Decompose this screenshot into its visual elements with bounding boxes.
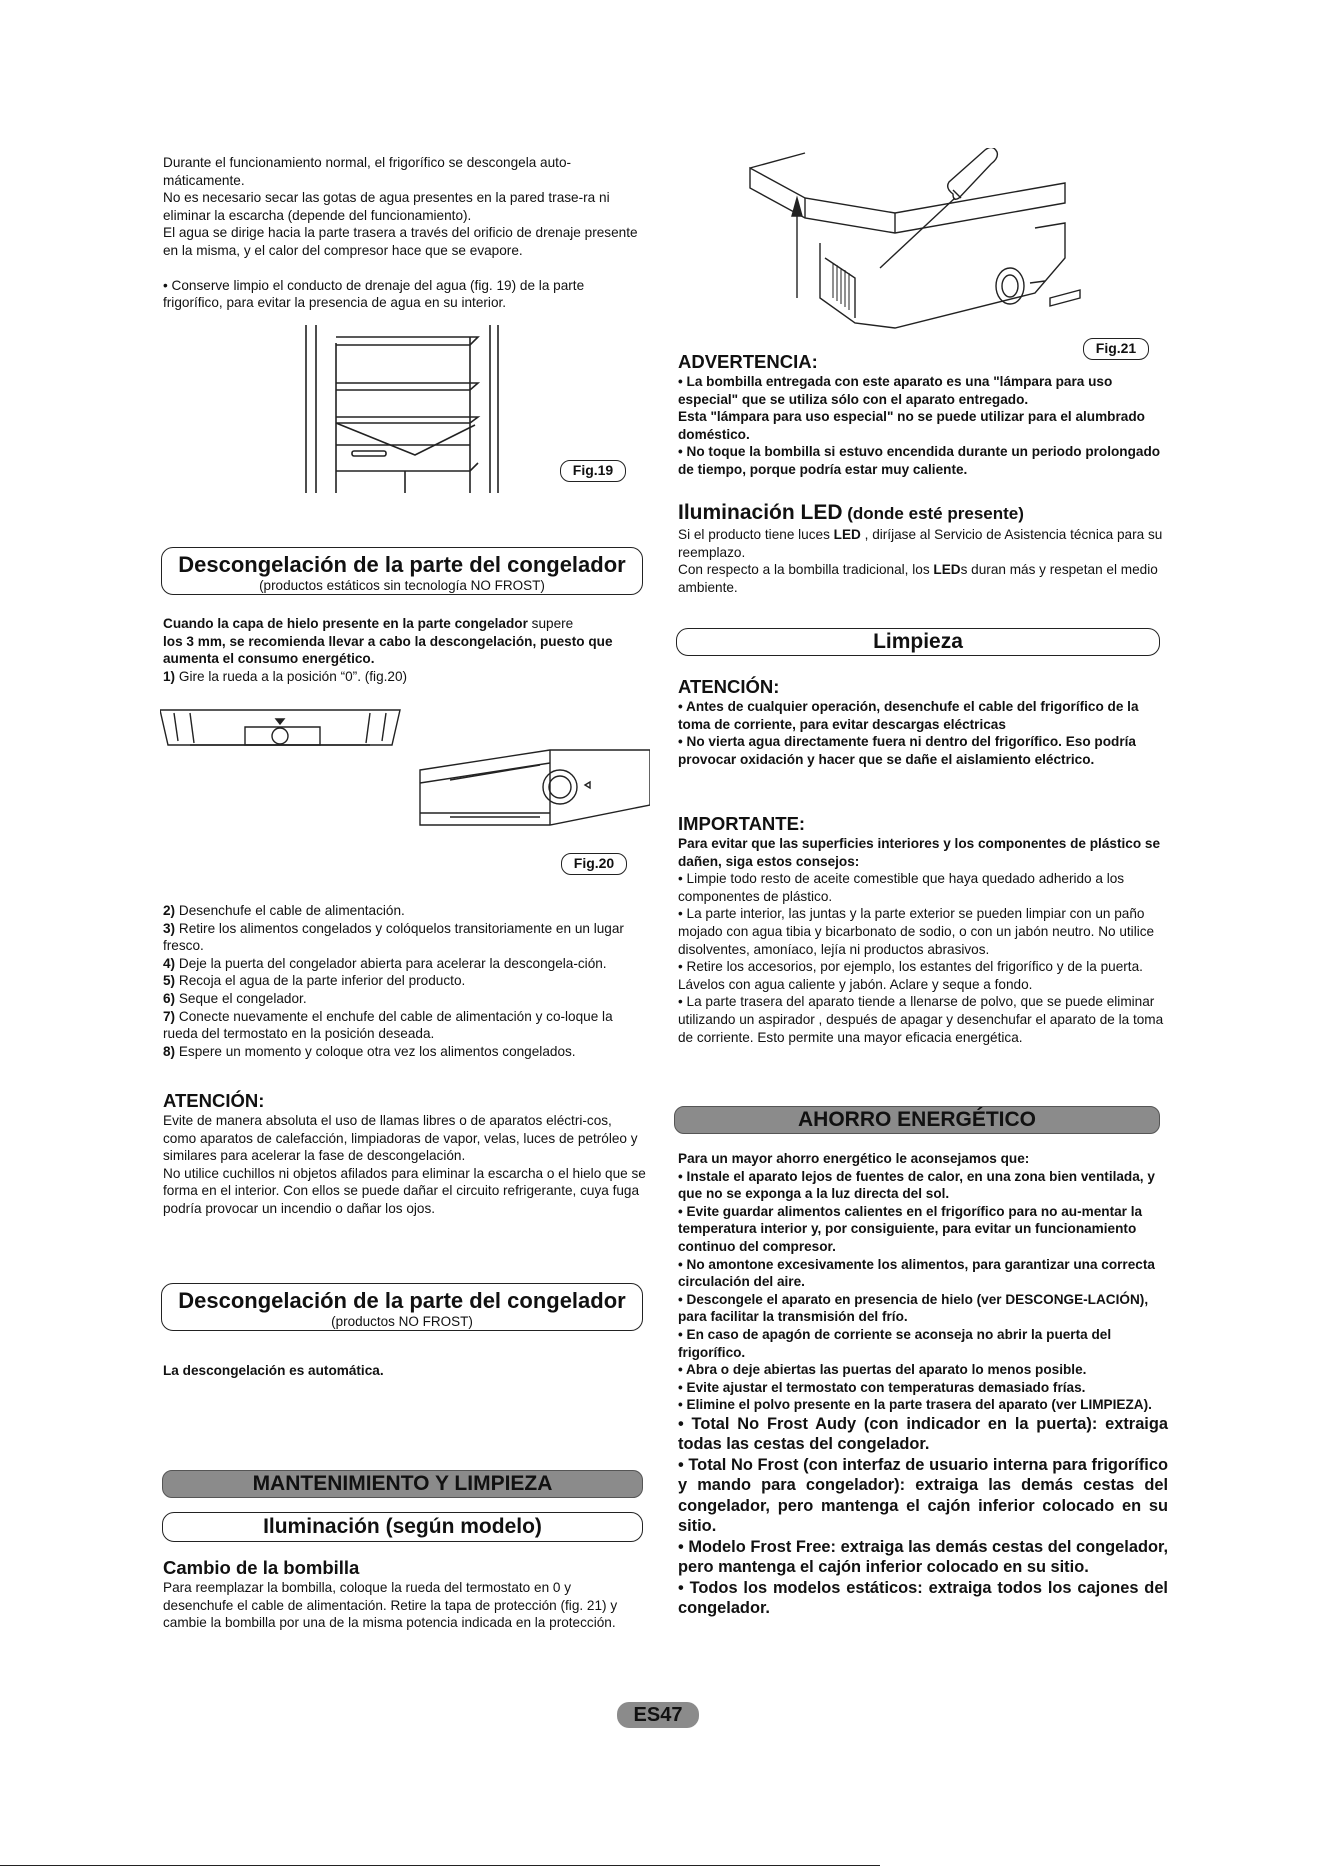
page-number: ES47 (633, 1704, 683, 1726)
step-number: 1) (163, 668, 176, 684)
illumination-header (162, 1512, 643, 1542)
limpieza-title: Limpieza (873, 630, 963, 653)
step-item: 3) Retire los alimentos congelados y colóquelos transitoriamente en un lugar fresco. (163, 920, 624, 954)
led-title-small: (donde esté presente) (842, 504, 1024, 523)
atencion2-line: • Antes de cualquier operación, desenchufe el cable del frigorífico de la toma de corriente, para evitar descargas eléctricas (678, 699, 1139, 732)
ahorro-line: • Elimine el polvo presente en la parte trasera del aparato (ver LIMPIEZA). (678, 1397, 1152, 1413)
fig20-illustration (160, 705, 650, 840)
fig19-illustration (300, 325, 505, 495)
atencion2-title: ATENCIÓN: (678, 676, 780, 697)
auto-defrost-text: La descongelación es automática. (163, 1363, 384, 1378)
atencion-paragraph: Evite de manera absoluta el uso de llamas libres o de aparatos eléctri-cos, como aparatos de calefacción, limpiadoras de vapor, velas, luces de petróleo y similares para acelerar la fase de descongelación. (163, 1113, 638, 1164)
fig19-label: Fig.19 (560, 460, 626, 482)
atencion2-line: • No vierta agua directamente fuera ni dentro del frigorífico. Eso podría provocar oxidación y hacer que se dañe el aislamiento eléctrico. (678, 734, 1136, 767)
led-word: LED (833, 527, 861, 542)
defrost-intro-bold2: los 3 mm, se recomienda llevar a cabo la descongelación, puesto que aumenta el consumo energético. (163, 633, 613, 667)
ahorro-model-line: • Modelo Frost Free: extraiga las demás cestas del congelador, pero mantenga el cajón inferior colocado en su sitio. (678, 1537, 1168, 1577)
intro-paragraph: Durante el funcionamiento normal, el frigorífico se descongela auto-máticamente. (163, 155, 572, 188)
intro-text (163, 154, 643, 312)
ahorro-block (678, 1150, 1168, 1619)
atencion-block (163, 1090, 647, 1218)
maintenance-header: MANTENIMIENTO Y LIMPIEZA (162, 1470, 643, 1498)
section-subtitle: (productos estáticos sin tecnología NO FROST) (259, 578, 545, 593)
bulb-title: Cambio de la bombilla (163, 1557, 360, 1578)
led-title: Iluminación LED (678, 501, 843, 524)
advertencia-title: ADVERTENCIA: (678, 351, 818, 372)
bulb-text: Para reemplazar la bombilla, coloque la rueda del termostato en 0 y desenchufe el cable de alimentación. Retire la tapa de protección (fig. 21) y cambie la bombilla por una de la misma potencia indicada en la protección. (163, 1580, 618, 1631)
ahorro-line: • Abra o deje abiertas las puertas del aparato lo menos posible. (678, 1362, 1087, 1378)
intro-paragraph: No es necesario secar las gotas de agua presentes en la pared trase-ra ni eliminar la escarcha (depende del funcionamiento). (163, 190, 610, 223)
page-number-badge (617, 1702, 699, 1728)
limpieza-header (676, 628, 1160, 656)
section-header-defrost-nofrost (161, 1283, 643, 1331)
step-item: 6) Seque el congelador. (163, 990, 307, 1006)
importante-block (678, 813, 1168, 1046)
defrost-intro-normal: supere (527, 616, 574, 631)
defrost-intro-bold: Cuando la capa de hielo presente en la parte congelador (163, 616, 528, 631)
defrost-intro (163, 615, 643, 685)
atencion-paragraph: No utilice cuchillos ni objetos afilados para eliminar la escarcha o el hielo que se forma en el interior. Con ellos se puede dañar el circuito refrigerante, cuya fuga podría provocar un incendio o dañar los ojos. (163, 1165, 646, 1216)
ahorro-line: • Descongele el aparato en presencia de hielo (ver DESCONGE-LACIÓN), para facilitar la transmisión del frío. (678, 1291, 1149, 1325)
ahorro-model-line: • Total No Frost (con interfaz de usuario interna para frigorífico y mando para congelador): extraiga las demás cestas del congelador, pero mantenga el cajón inferior colocado en su sitio. (678, 1455, 1168, 1536)
advertencia-line: • No toque la bombilla si estuvo encendida durante un periodo prolongado de tiempo, porque podría estar muy caliente. (678, 444, 1161, 477)
ahorro-line: • Evite guardar alimentos calientes en el frigorífico para no au-mentar la temperatura interior y, por consiguiente, para evitar un funcionamiento continuo del compresor. (678, 1203, 1143, 1254)
advertencia-block (678, 351, 1166, 479)
atencion2-block (678, 676, 1166, 768)
ahorro-model-line: • Todos los modelos estáticos: extraiga todos los cajones del congelador. (678, 1578, 1168, 1618)
step-text: Gire la rueda a la posición “0”. (fig.20) (175, 668, 408, 684)
advertencia-line: Esta "lámpara para uso especial" no se puede utilizar para el alumbrado doméstico. (678, 409, 1145, 442)
importante-intro: Para evitar que las superficies interiores y los componentes de plástico se dañen, siga estos consejos: (678, 836, 1161, 869)
section-subtitle: (productos NO FROST) (331, 1314, 473, 1329)
led-block: Iluminación LED (donde esté presente) Si el producto tiene luces LED , diríjase al Servicio de Asistencia técnica para su reemplazo. Con respecto a la bombilla tradicional, los LEDs duran más y respetan el medio ambiente. (678, 500, 1168, 596)
advertencia-line: • La bombilla entregada con este aparato es una "lámpara para uso especial" que se utiliza sólo con el aparato entregado. (678, 374, 1113, 407)
ahorro-line: • Evite ajustar el termostato con temperaturas demasiado frías. (678, 1379, 1086, 1395)
section-title: Descongelación de la parte del congelador (178, 1288, 626, 1313)
section-header-defrost-static (161, 547, 643, 595)
importante-line: • Limpie todo resto de aceite comestible que haya quedado adherido a los componentes de plástico. (678, 871, 1125, 904)
fig21-label: Fig.21 (1083, 338, 1149, 360)
step-item: 4) Deje la puerta del congelador abierta para acelerar la descongela-ción. (163, 955, 607, 971)
ahorro-line: • En caso de apagón de corriente se aconseja no abrir la puerta del frigorífico. (678, 1326, 1112, 1360)
intro-paragraph: El agua se dirige hacia la parte trasera a través del orificio de drenaje presente en la misma, y el calor del compresor hace que se evapore. (163, 225, 638, 258)
ahorro-header: AHORRO ENERGÉTICO (674, 1106, 1160, 1134)
led-title-line (678, 500, 1168, 526)
section-title: Descongelación de la parte del congelador (178, 552, 626, 577)
importante-title: IMPORTANTE: (678, 813, 806, 834)
illumination-title: Iluminación (según modelo) (263, 1515, 542, 1538)
bulb-block (163, 1557, 643, 1632)
step-item: 8) Espere un momento y coloque otra vez los alimentos congelados. (163, 1043, 576, 1059)
step-item: 5) Recoja el agua de la parte inferior del producto. (163, 973, 466, 989)
ahorro-line: • No amontone excesivamente los alimentos, para garantizar una correcta circulación del aire. (678, 1256, 1155, 1290)
importante-line: • La parte trasera del aparato tiende a llenarse de polvo, que se puede eliminar utilizando un aspirador , después de apagar y desenchufar el aparato de la toma de corriente. Esto permite una mayor eficacia energética. (678, 994, 1164, 1045)
led-word: LED (933, 562, 961, 578)
step-item: 7) Conecte nuevamente el enchufe del cable de alimentación y co-loque la rueda del termostato en la posición deseada. (163, 1008, 613, 1042)
fig21-illustration (745, 148, 1095, 338)
step-item: 2) Desenchufe el cable de alimentación. (163, 903, 405, 918)
ahorro-intro: Para un mayor ahorro energético le aconsejamos que: (678, 1151, 1030, 1166)
ahorro-line: • Instale el aparato lejos de fuentes de calor, en una zona bien ventilada, y que no se exponga a la luz directa del sol. (678, 1168, 1155, 1202)
bottom-rule (0, 1865, 880, 1866)
drain-bullet: • Conserve limpio el conducto de drenaje del agua (fig. 19) de la parte frigorífico, para evitar la presencia de agua en su interior. (163, 277, 585, 311)
importante-line: • La parte interior, las juntas y la parte exterior se pueden limpiar con un paño mojado con agua tibia y bicarbonato de sodio, o con un jabón neutro. No utilice disolventes, amoníaco, lejía ni productos abrasivos. (678, 906, 1155, 957)
fig20-label: Fig.20 (561, 853, 627, 875)
steps-list (163, 902, 643, 1060)
atencion-title: ATENCIÓN: (163, 1090, 265, 1111)
importante-line: • Retire los accesorios, por ejemplo, los estantes del frigorífico y de la puerta. Lávelos con agua caliente y jabón. Aclare y seque a fondo. (678, 959, 1143, 992)
ahorro-model-line: • Total No Frost Audy (con indicador en la puerta): extraiga todas las cestas del congelador. (678, 1414, 1168, 1454)
